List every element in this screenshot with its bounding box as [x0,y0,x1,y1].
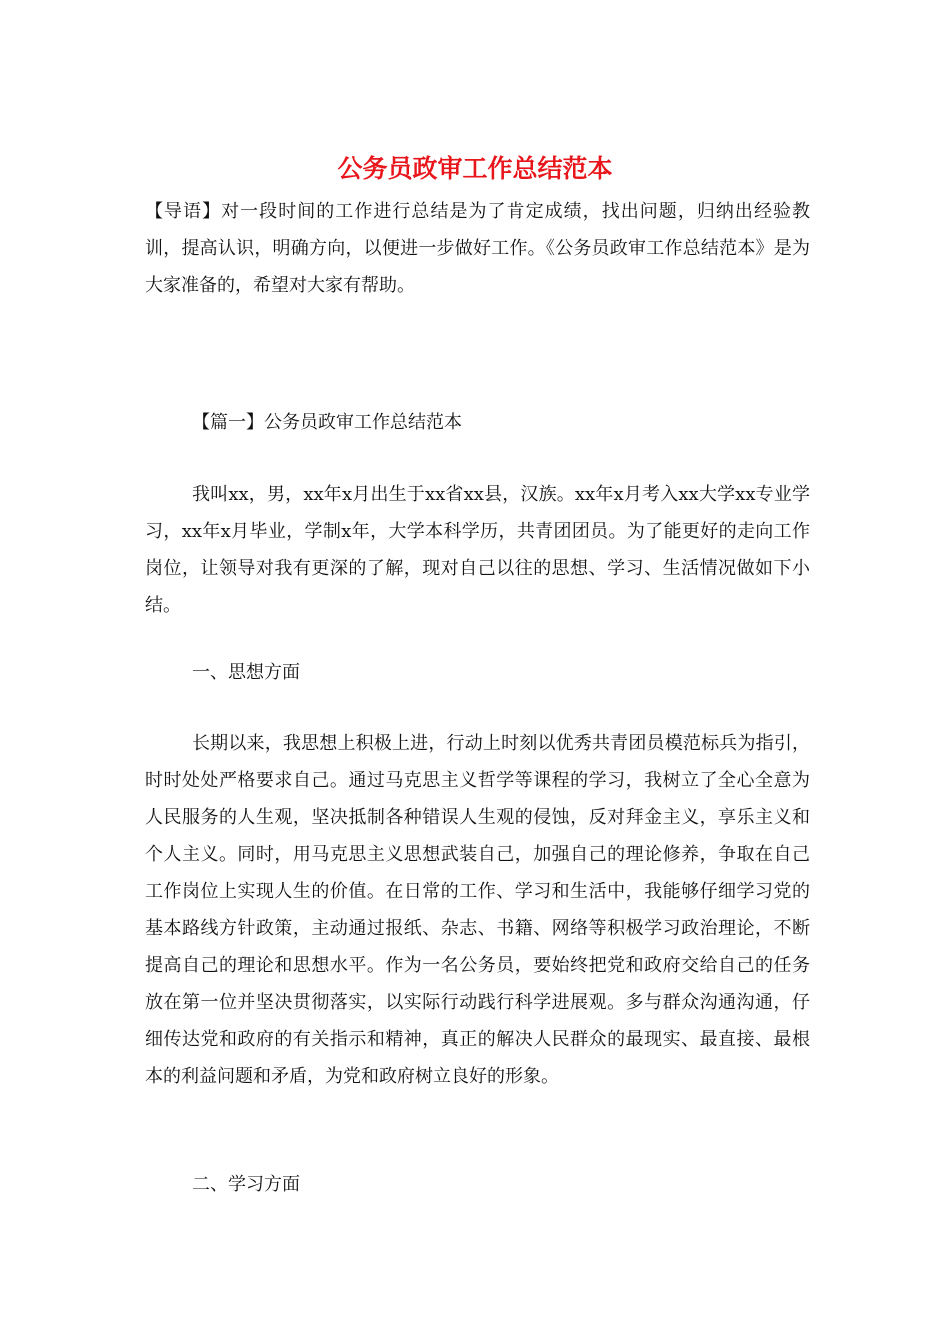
document-title: 公务员政审工作总结范本 [337,154,613,183]
intro-paragraph: 【导语】对一段时间的工作进行总结是为了肯定成绩，找出问题，归纳出经验教训，提高认识，明确方向，以便进一步做好工作。《公务员政审工作总结范本》是为大家准备的，希望对大家有帮助。 [145,201,810,296]
section-heading-2: 二、学习方面 [192,1174,300,1195]
section-heading-1: 一、思想方面 [192,662,300,683]
body-paragraph-2: 长期以来，我思想上积极上进，行动上时刻以优秀共青团员模范标兵为指引，时时处处严格要求自己。通过马克思主义哲学等课程的学习，我树立了全心全意为人民服务的人生观，坚决抵制各种错误人生观的侵蚀，反对拜金主义，享乐主义和个人主义。同时，用马克思主义思想武装自己，加强自己的理论修养，争取在自己工作岗位上实现人生的价值。在日常的工作、学习和生活中，我能够仔细学习党的基本路线方针政策，主动通过报纸、杂志、书籍、网络等积极学习政治理论，不断提高自己的理论和思想水平。作为一名公务员，要始终把党和政府交给自己的任务放在第一位并坚决贯彻落实，以实际行动践行科学进展观。多与群众沟通沟通，仔细传达党和政府的有关指示和精神，真正的解决人民群众的最现实、最直接、最根本的利益问题和矛盾，为党和政府树立良好的形象。 [145,733,810,1087]
body-paragraph-1: 我叫xx，男，xx年x月出生于xx省xx县，汉族。xx年x月考入xx大学xx专业学习，xx年x月毕业，学制x年，大学本科学历，共青团团员。为了能更好的走向工作岗位，让领导对我有更深的了解，现对自己以往的思想、学习、生活情况做如下小结。 [145,484,810,616]
part-heading: 【篇一】公务员政审工作总结范本 [192,412,462,433]
